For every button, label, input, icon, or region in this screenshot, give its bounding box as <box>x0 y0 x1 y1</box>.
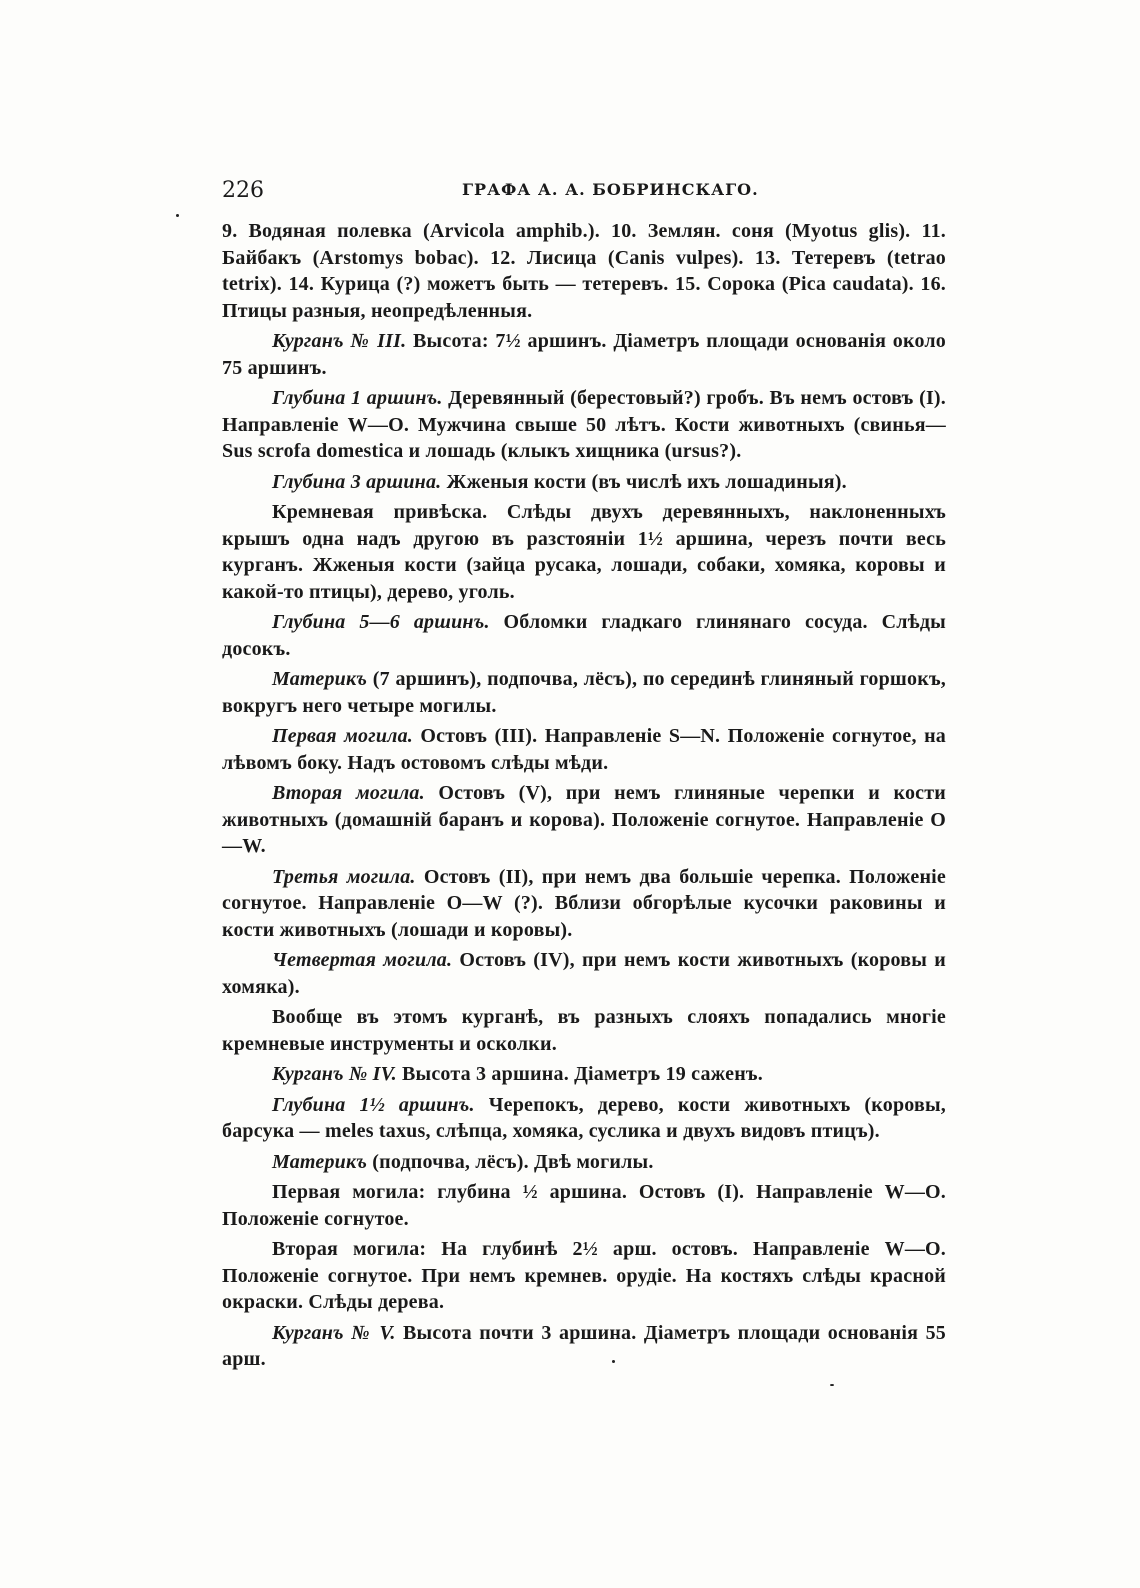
paragraph <box>222 469 946 496</box>
paragraph <box>222 1061 946 1088</box>
paragraph-text: Вообще въ этомъ курганѣ, въ разныхъ слояхъ попадались многіе кремневые инструменты и осколки. <box>222 1006 946 1055</box>
paragraph-text: Вторая могила: На глубинѣ 2½ арш. остовъ. Направленіе W—O. Положеніе согнутое. При немъ кремнев. орудіе. На костяхъ слѣды красной окраски. Слѣды дерева. <box>222 1238 946 1313</box>
paragraph-text: Остовъ (IV), при немъ кости животныхъ (коровы и хомяка). <box>222 949 946 998</box>
paragraph-lead: Курганъ № V. <box>272 1321 396 1344</box>
paragraph <box>222 666 946 719</box>
paragraph <box>222 1149 946 1176</box>
page-number: 226 <box>222 178 264 203</box>
paragraph-lead: Третья могила. <box>272 865 416 888</box>
paragraph-lead: Вторая могила. <box>272 782 425 804</box>
paragraph-lead: Курганъ № IV. <box>272 1063 397 1085</box>
paragraph-lead: Глубина 1½ аршинъ. <box>272 1093 475 1116</box>
paragraph-lead: Глубина 5—6 аршинъ. <box>272 611 490 633</box>
paragraph-lead: Глубина 1 аршинъ. <box>272 387 443 409</box>
paragraph-lead: Четвертая могила. <box>272 949 453 971</box>
paragraph-text: Черепокъ, дерево, кости животныхъ (коровы, барсука — meles taxus, слѣпца, хомяка, суслика и двухъ видовъ птицъ). <box>222 1093 946 1142</box>
paragraph-text: Остовъ (II), при немъ два большіе черепка. Положеніе согнутое. Направленіе O—W (?). Вблизи обгорѣлые кусочки раковины и кости животныхъ (лошади и коровы). <box>222 865 947 941</box>
paragraph-lead: Глубина 3 аршина. <box>272 470 442 493</box>
paragraph-lead: Курганъ № III. <box>272 330 407 352</box>
paragraph-text: Высота: 7½ аршинъ. Діаметръ площади основанія около 75 аршинъ. <box>222 330 947 379</box>
paragraph <box>222 780 946 860</box>
paragraph <box>222 499 946 605</box>
paragraph-text: Высота почти 3 аршина. Діаметръ площади основанія 55 арш. <box>222 1321 946 1370</box>
paragraph <box>222 385 946 465</box>
paragraph-text: (7 аршинъ), подпочва, лёсъ), по серединѣ глиняный горшокъ, вокругъ него четыре могилы. <box>222 668 946 717</box>
paragraph-text: Обломки гладкаго глинянаго сосуда. Слѣды досокъ. <box>222 611 946 660</box>
paragraph-lead: Первая могила. <box>272 725 414 747</box>
paragraph-text: (подпочва, лёсъ). Двѣ могилы. <box>367 1150 654 1173</box>
paragraph <box>222 1004 946 1057</box>
paragraph <box>222 947 946 1000</box>
paragraph <box>222 1092 946 1145</box>
paragraph <box>222 1179 946 1232</box>
paragraph-lead: Материкъ <box>272 1150 368 1173</box>
paragraph-text: Деревянный (берестовый?) гробъ. Въ немъ остовъ (I). Направленіе W—O. Мужчина свыше 50 лѣтъ. Кости животныхъ (свинья— Sus scrofa domestica и лошадь (клыкъ хищника (ursus?). <box>222 387 946 462</box>
paragraph <box>222 1236 946 1316</box>
paragraph <box>222 328 946 381</box>
scan-speck <box>830 1384 834 1386</box>
page-body <box>222 218 946 1377</box>
running-head: ГРАФА А. А. БОБРИНСКАГО. <box>462 180 759 199</box>
scan-speck <box>612 1360 615 1363</box>
paragraph <box>222 218 946 324</box>
paragraph-text: Жженыя кости (въ числѣ ихъ лошадиныя). <box>441 470 847 493</box>
paragraph <box>222 864 946 944</box>
page-header <box>222 178 946 208</box>
scan-speck <box>176 214 179 217</box>
paragraph-text: Остовъ (V), при немъ глиняные черепки и кости животныхъ (домашній баранъ и корова). Положеніе согнутое. Направленіе O—W. <box>222 782 946 857</box>
paragraph-text: Остовъ (III). Направленіе S—N. Положеніе согнутое, на лѣвомъ боку. Надъ остовомъ слѣды мѣди. <box>222 725 946 774</box>
paragraph-text: Первая могила: глубина ½ аршина. Остовъ (I). Направленіе W—O. Положеніе согнутое. <box>222 1181 946 1230</box>
paragraph <box>222 609 946 662</box>
paragraph-text: Высота 3 аршина. Діаметръ 19 саженъ. <box>396 1063 763 1085</box>
paragraph-lead: Материкъ <box>272 668 368 690</box>
paragraph <box>222 1320 946 1373</box>
paragraph-text: Кремневая привѣска. Слѣды двухъ деревянныхъ, наклоненныхъ крышъ одна надъ другою въ разстояніи 1½ аршина, черезъ почти весь курганъ. Жженыя кости (зайца русака, лошади, собаки, хомяка, коровы и какой-то птицы), дерево, уголь. <box>222 501 946 603</box>
paragraph-text: 9. Водяная полевка (Arvicola amphib.). 10. Землян. соня (Myotus glis). 11. Байбакъ (Arstomys bobac). 12. Лисица (Canis vulpes). 13. Тетеревъ (tetrao tetrix). 14. Курица (?) можетъ быть — тетеревъ. 15. Сорока (Pica caudata). 16. Птицы разныя, неопредѣленныя. <box>222 220 946 322</box>
paragraph <box>222 723 946 776</box>
